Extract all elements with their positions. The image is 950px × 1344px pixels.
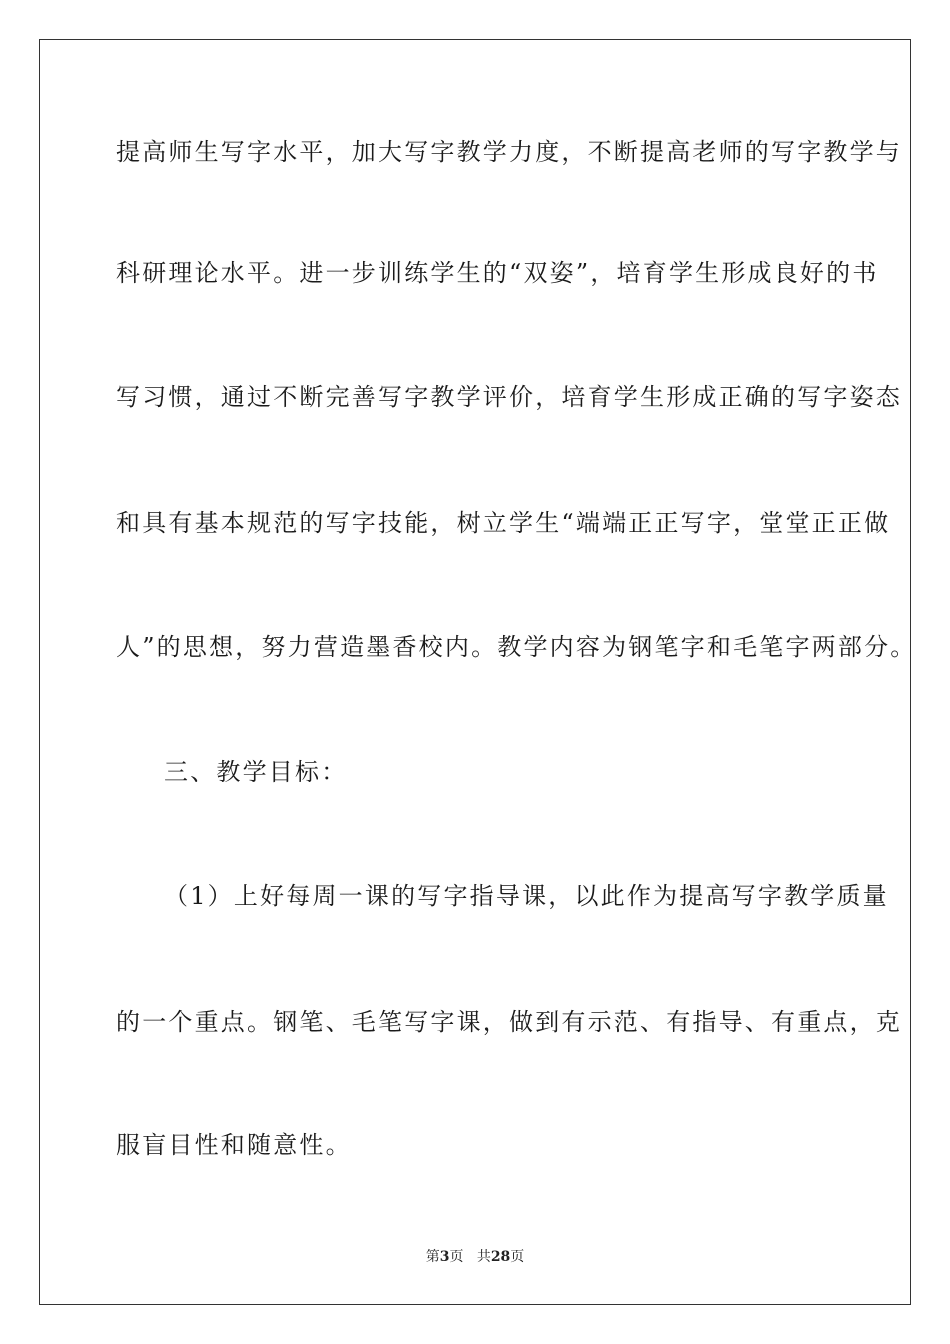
page-frame (39, 39, 911, 1305)
body-line-9: 服盲目性和随意性。 (116, 1131, 352, 1159)
body-line-2: 科研理论水平。进一步训练学生的“双姿”，培育学生形成良好的书 (116, 259, 879, 287)
total-pages: 28 (490, 1249, 511, 1265)
page-number: 3 (439, 1249, 450, 1265)
page-suffix: 页 (449, 1249, 464, 1265)
page-prefix: 第 (425, 1249, 440, 1265)
body-line-1: 提高师生写字水平，加大写字教学力度，不断提高老师的写字教学与 (116, 138, 902, 166)
body-line-3: 写习惯，通过不断完善写字教学评价，培育学生形成正确的写字姿态 (116, 383, 902, 411)
section-heading: 三、教学目标： (164, 758, 348, 786)
body-line-8: 的一个重点。钢笔、毛笔写字课，做到有示范、有指导、有重点，克 (116, 1008, 902, 1036)
total-prefix: 共 (476, 1249, 491, 1265)
page-footer (0, 1248, 950, 1266)
body-line-7: （1）上好每周一课的写字指导课，以此作为提高写字教学质量 (164, 882, 889, 910)
body-line-4: 和具有基本规范的写字技能，树立学生“端端正正写字，堂堂正正做 (116, 509, 891, 537)
body-line-5: 人”的思想，努力营造墨香校内。教学内容为钢笔字和毛笔字两部分。 (116, 633, 917, 661)
total-suffix: 页 (510, 1249, 525, 1265)
